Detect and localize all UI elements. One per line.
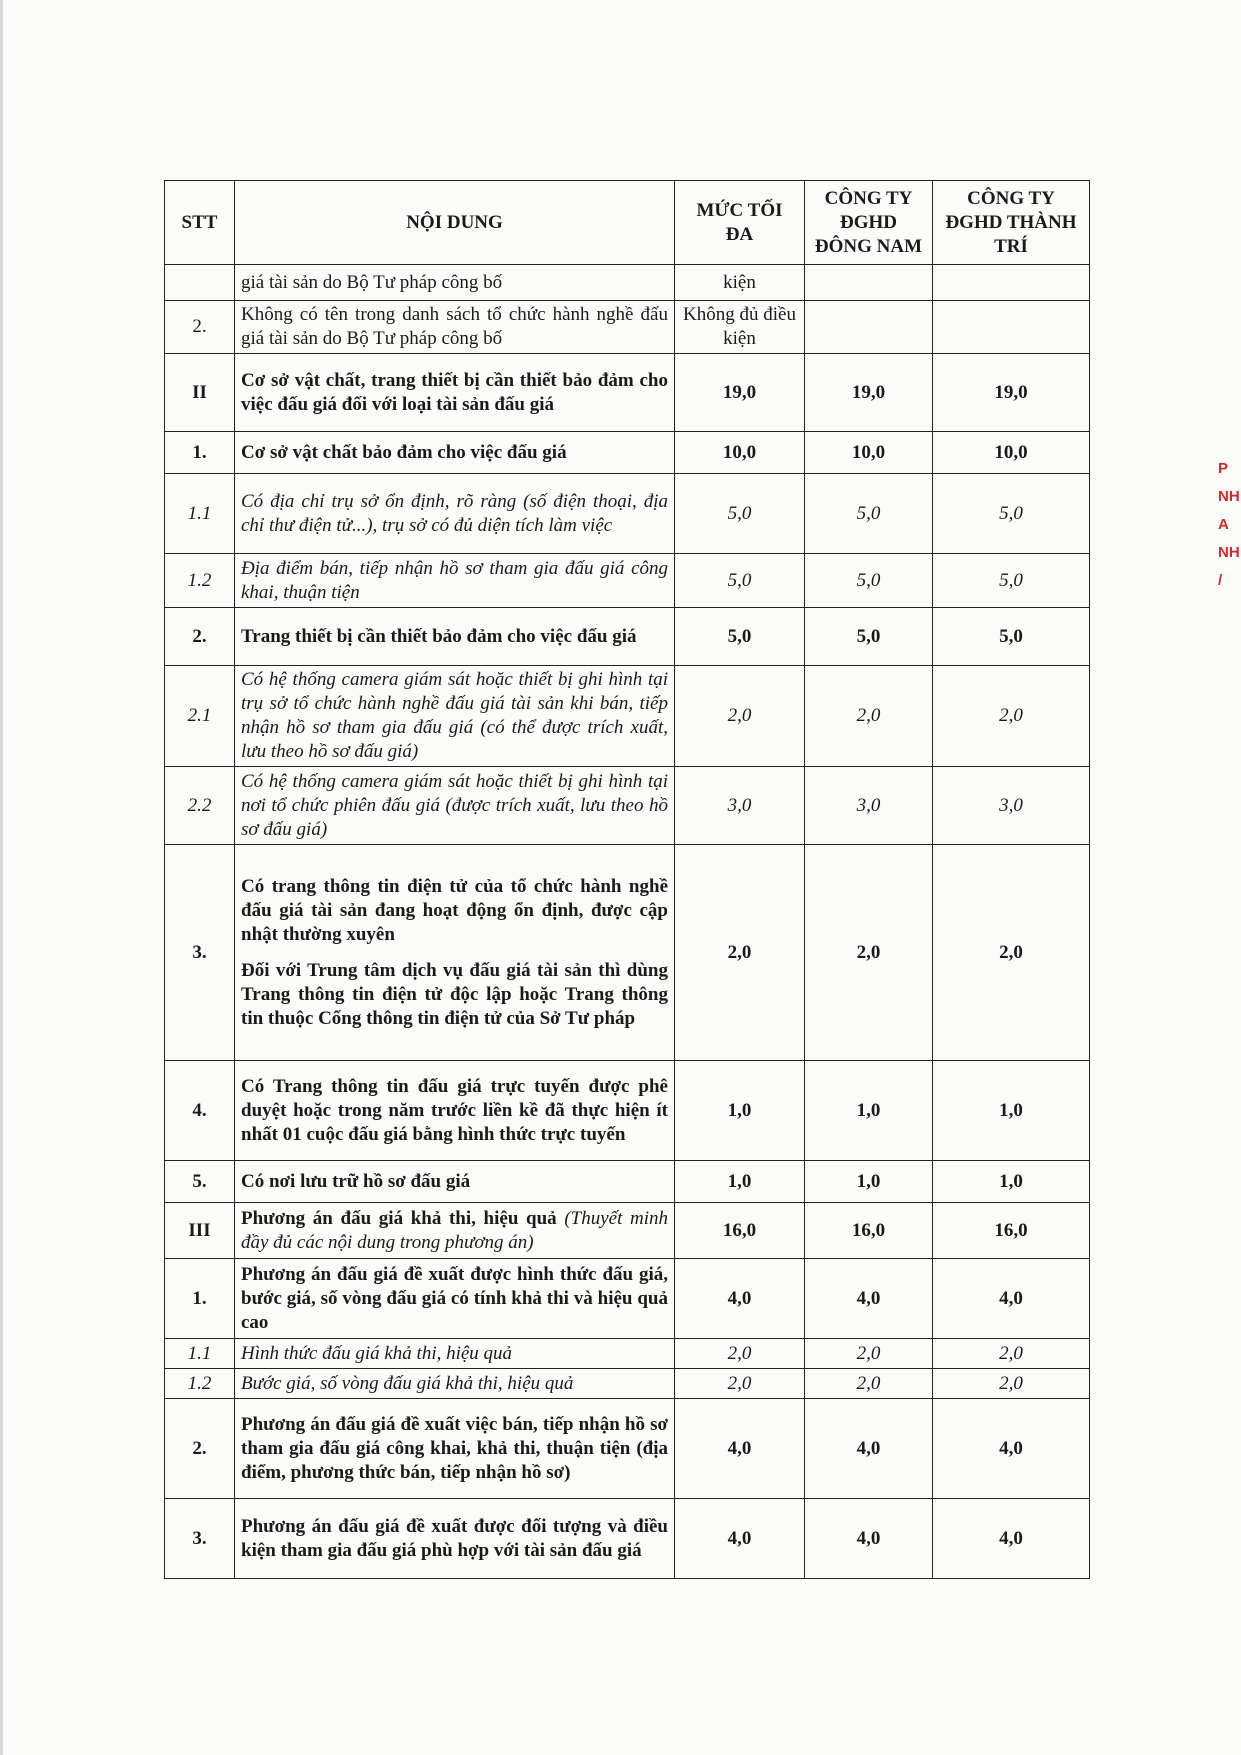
row-content [235,1259,675,1339]
row-content [235,1061,675,1161]
row-content-text: Không có tên trong danh sách tổ chức hành nghề đấu giá tài sản do Bộ Tư pháp công bố [241,304,668,349]
row-score-dong-nam: 2,0 [805,666,933,767]
table-row [165,608,1090,666]
row-max-score: 19,0 [675,354,805,432]
row-content [235,767,675,845]
row-content [235,1369,675,1399]
row-content-text: Có địa chỉ trụ sở ổn định, rõ ràng (số điện thoại, địa chỉ thư điện tử...), trụ sở có đủ diện tích làm việc [241,490,668,536]
row-max-score: 5,0 [675,554,805,608]
row-stt: 1.1 [165,474,235,554]
row-score-thanh-tri: 4,0 [933,1499,1090,1579]
row-score-dong-nam: 19,0 [805,354,933,432]
row-score-dong-nam: 5,0 [805,554,933,608]
row-score-dong-nam: 5,0 [805,608,933,666]
row-stt: 2. [165,301,235,354]
row-content-text: Hình thức đấu giá khả thi, hiệu quả [241,1342,513,1364]
row-content-text: Có Trang thông tin đấu giá trực tuyến được phê duyệt hoặc trong năm trước liền kề đã thực hiện ít nhất 01 cuộc đấu giá bằng hình thức trực tuyến [241,1075,668,1145]
table-row [165,1339,1090,1369]
row-score-thanh-tri: 1,0 [933,1061,1090,1161]
row-content-text: Địa điểm bán, tiếp nhận hồ sơ tham gia đấu giá công khai, thuận tiện [241,557,668,603]
table-row [165,1399,1090,1499]
row-stt: 5. [165,1161,235,1203]
table-row [165,265,1090,301]
row-max-score: 10,0 [675,432,805,474]
row-stt: 1.1 [165,1339,235,1369]
row-stt: 4. [165,1061,235,1161]
row-score-dong-nam: 4,0 [805,1499,933,1579]
row-score-thanh-tri: 5,0 [933,474,1090,554]
table-row [165,301,1090,354]
row-content [235,1399,675,1499]
row-score-thanh-tri: 5,0 [933,554,1090,608]
row-content-text: Trang thiết bị cần thiết bảo đảm cho việc đấu giá [241,625,637,647]
row-stt: 2.1 [165,666,235,767]
row-content [235,432,675,474]
row-max-score: 1,0 [675,1061,805,1161]
table-row [165,474,1090,554]
row-max-score: kiện [675,265,805,301]
row-score-thanh-tri: 1,0 [933,1161,1090,1203]
row-max-score: 3,0 [675,767,805,845]
row-stt: 1. [165,1259,235,1339]
header-max: MỨC TỐI ĐA [675,181,805,265]
row-content-text: Có trang thông tin điện tử của tổ chức hành nghề đấu giá tài sản đang hoạt động ổn định, được cập nhật thường xuyên [241,875,668,945]
row-score-dong-nam: 5,0 [805,474,933,554]
row-score-thanh-tri: 2,0 [933,666,1090,767]
row-score-thanh-tri [933,301,1090,354]
row-stt: 1. [165,432,235,474]
table-row [165,1203,1090,1259]
row-max-score: 4,0 [675,1499,805,1579]
row-score-thanh-tri: 3,0 [933,767,1090,845]
row-stt: 1.2 [165,554,235,608]
row-content-text: Cơ sở vật chất, trang thiết bị cần thiết bảo đảm cho việc đấu giá đối với loại tài sản đấu giá [241,369,668,415]
row-content [235,265,675,301]
row-stt: 2. [165,608,235,666]
row-stt: III [165,1203,235,1259]
row-content [235,608,675,666]
table-row [165,432,1090,474]
row-content [235,1161,675,1203]
row-score-dong-nam: 1,0 [805,1061,933,1161]
row-content-text: giá tài sản do Bộ Tư pháp công bố [241,271,503,293]
row-score-dong-nam [805,265,933,301]
row-max-score: 5,0 [675,474,805,554]
row-score-thanh-tri: 2,0 [933,1339,1090,1369]
row-content-text: Có hệ thống camera giám sát hoặc thiết bị ghi hình tại nơi tổ chức phiên đấu giá (được trích xuất, lưu theo hồ sơ đấu giá) [241,770,668,840]
row-score-dong-nam: 2,0 [805,845,933,1061]
row-max-score: 2,0 [675,666,805,767]
row-stt: 3. [165,1499,235,1579]
row-max-score: 2,0 [675,1369,805,1399]
row-content [235,354,675,432]
row-score-dong-nam: 2,0 [805,1339,933,1369]
row-content [235,554,675,608]
row-score-thanh-tri: 10,0 [933,432,1090,474]
header-row [165,181,1090,265]
row-stt: 3. [165,845,235,1061]
row-content [235,1203,675,1259]
row-score-dong-nam: 4,0 [805,1399,933,1499]
row-content-text: Phương án đấu giá khả thi, hiệu quả [241,1207,557,1229]
table-row [165,1061,1090,1161]
table-row [165,354,1090,432]
row-content [235,845,675,1061]
row-score-thanh-tri: 19,0 [933,354,1090,432]
row-content-text-2: Đối với Trung tâm dịch vụ đấu giá tài sản thì dùng Trang thông tin điện tử độc lập hoặc Trang thông tin thuộc Cổng thông tin điện tử của Sở Tư pháp [241,959,668,1029]
row-score-dong-nam: 1,0 [805,1161,933,1203]
table-row [165,845,1090,1061]
row-max-score: 1,0 [675,1161,805,1203]
page-edge [0,0,3,1755]
row-content-text: Phương án đấu giá đề xuất được hình thức đấu giá, bước giá, số vòng đấu giá có tính khả thi và hiệu quả cao [241,1263,668,1333]
row-stt: 2.2 [165,767,235,845]
row-score-dong-nam: 4,0 [805,1259,933,1339]
row-content-note: (Thuyết minh đầy đủ các nội dung trong phương án) [241,1207,668,1253]
table-row [165,1369,1090,1399]
header-stt: STT [165,181,235,265]
row-score-dong-nam: 3,0 [805,767,933,845]
table-row [165,1161,1090,1203]
row-score-dong-nam: 16,0 [805,1203,933,1259]
row-score-dong-nam: 2,0 [805,1369,933,1399]
scoring-table [164,180,1090,1579]
table-row [165,666,1090,767]
table-row [165,1499,1090,1579]
row-max-score: 2,0 [675,845,805,1061]
row-stt: 1.2 [165,1369,235,1399]
row-content-text: Phương án đấu giá đề xuất được đối tượng và điều kiện tham gia đấu giá phù hợp với tài sản đấu giá [241,1515,668,1561]
row-stt: 2. [165,1399,235,1499]
row-score-thanh-tri: 4,0 [933,1259,1090,1339]
row-max-score: 16,0 [675,1203,805,1259]
row-content-text: Có nơi lưu trữ hồ sơ đấu giá [241,1170,471,1192]
row-score-thanh-tri: 2,0 [933,845,1090,1061]
row-content-text: Có hệ thống camera giám sát hoặc thiết bị ghi hình tại trụ sở tổ chức hành nghề đấu giá tài sản khi bán, tiếp nhận hồ sơ tham gia đấu giá (có thể được trích xuất, lưu theo hồ sơ đấu giá) [241,669,668,762]
row-content [235,1499,675,1579]
row-content [235,474,675,554]
row-max-score: 4,0 [675,1259,805,1339]
table-row [165,1259,1090,1339]
row-score-dong-nam: 10,0 [805,432,933,474]
row-stt: II [165,354,235,432]
table-row [165,767,1090,845]
row-content-text: Phương án đấu giá đề xuất việc bán, tiếp nhận hồ sơ tham gia đấu giá công khai, khả thi, thuận tiện (địa điểm, phương thức bán, tiếp nhận hồ sơ) [241,1413,668,1483]
row-score-thanh-tri: 16,0 [933,1203,1090,1259]
header-content: NỘI DUNG [235,181,675,265]
row-content-text: Bước giá, số vòng đấu giá khả thi, hiệu quả [241,1372,574,1394]
row-content [235,1339,675,1369]
row-score-thanh-tri: 4,0 [933,1399,1090,1499]
row-max-score: 5,0 [675,608,805,666]
table-body [165,265,1090,1579]
row-score-dong-nam [805,301,933,354]
row-max-score: Không đủ điều kiện [675,301,805,354]
red-stamp-fragment: P NH A NH / [1218,460,1240,589]
row-score-thanh-tri [933,265,1090,301]
row-score-thanh-tri: 5,0 [933,608,1090,666]
row-stt [165,265,235,301]
row-max-score: 4,0 [675,1399,805,1499]
row-content [235,666,675,767]
row-max-score: 2,0 [675,1339,805,1369]
header-company-thanh-tri: CÔNG TY ĐGHD THÀNH TRÍ [933,181,1090,265]
row-content [235,301,675,354]
header-company-dong-nam: CÔNG TY ĐGHD ĐÔNG NAM [805,181,933,265]
row-content-text: Cơ sở vật chất bảo đảm cho việc đấu giá [241,441,567,463]
row-score-thanh-tri: 2,0 [933,1369,1090,1399]
table-row [165,554,1090,608]
